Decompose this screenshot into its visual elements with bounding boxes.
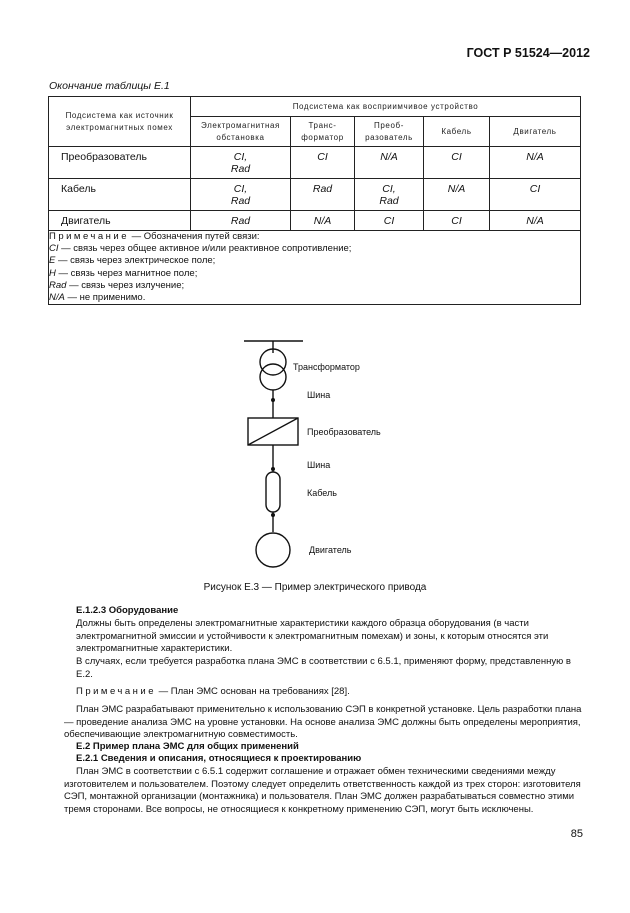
table-cell: CI — [490, 179, 581, 211]
col-header-motor: Двигатель — [490, 117, 581, 147]
code-e: E — [49, 255, 56, 267]
converter-diagonal — [248, 418, 298, 445]
note-plan — [76, 686, 582, 699]
figure-caption: Рисунок Е.3 — Пример электрического привода — [203, 582, 427, 593]
paragraph-equipment: Должны быть определены электромагнитные характеристики каждого образца оборудования (в части электромагнитной эмиссии и устойчивости к электромагнитным помехам) и зоны, к которым относятся эти электромагнитные характеристики. — [76, 618, 549, 654]
table-cell: CI — [424, 147, 490, 179]
note-text: — План ЭМС основан на требованиях [28]. — [156, 686, 350, 697]
heading-equipment: Е.1.2.3 Оборудование — [76, 605, 179, 616]
row-header: Двигатель — [49, 211, 191, 231]
table-cell: CI — [291, 147, 355, 179]
label-motor: Двигатель — [309, 545, 352, 555]
table-cell: Rad — [191, 211, 291, 231]
table-cell: CI, Rad — [191, 179, 291, 211]
label-bus-1: Шина — [307, 390, 331, 400]
bus-dot — [271, 513, 275, 517]
paragraph-design: План ЭМС в соответствии с 6.5.1 содержит соглашение и отражает обмен техническими сведениями между изготовителем и пользователем. Поэтому следует определить ответственность каждой из трех сторон: изготовителя СЭП, монтажной организации (монтажника) и пользователя. План ЭМС должен разрабатываться совместно этими тремя сторонами. Все вопросы, не относящиеся к конкретному применению СЭП, могут быть исключены. — [64, 766, 581, 815]
table-cell: N/A — [424, 179, 490, 211]
paragraph-plan: План ЭМС разрабатывают применительно к использованию СЭП в конкретной установке. Цель разработки плана — проведение анализа ЭМС на уровне установки. На основе анализа ЭМС должны быть определены мероприятия, обеспечивающие электромагнитную совместимость. — [64, 704, 582, 740]
table-cell: CI, Rad — [355, 179, 424, 211]
code-na: N/A — [49, 292, 65, 304]
col-header-transformer: Транс-форматор — [291, 117, 355, 147]
note-line: — не применимо. — [64, 292, 146, 304]
page-number: 85 — [570, 828, 583, 840]
row-header: Кабель — [49, 179, 191, 211]
table-caption: Окончание таблицы Е.1 — [49, 80, 170, 92]
code-rad: Rad — [49, 279, 67, 291]
table-cell: CI — [424, 211, 490, 231]
col-header-converter: Преоб-разователь — [355, 117, 424, 147]
label-transformer: Трансформатор — [293, 362, 360, 372]
label-converter: Преобразователь — [307, 427, 381, 437]
code-ci: CI — [49, 243, 59, 255]
cable-symbol — [266, 472, 280, 512]
corner-header: Подсистема как источник электромагнитных помех — [49, 97, 191, 147]
note-line: — связь через излучение; — [66, 279, 185, 291]
note-label: Примечание — [49, 231, 129, 242]
table-cell: N/A — [490, 147, 581, 179]
table-cell: CI — [355, 211, 424, 231]
bus-dot — [271, 398, 275, 402]
table-cell: Rad — [291, 179, 355, 211]
col-header-environment: Электромагнитная обстановка — [191, 117, 291, 147]
note-label: Примечание — [76, 686, 156, 697]
code-h: H — [49, 267, 56, 279]
col-header-cable: Кабель — [424, 117, 490, 147]
note-intro: — Обозначения путей связи: — [129, 231, 260, 242]
label-cable: Кабель — [307, 488, 337, 498]
row-header: Преобразователь — [49, 147, 191, 179]
label-bus-2: Шина — [307, 460, 331, 470]
transformer-winding-bottom — [260, 364, 286, 390]
heading-e21: Е.2.1 Сведения и описания, относящиеся к проектированию — [76, 753, 362, 764]
table-cell: CI, Rad — [191, 147, 291, 179]
note-line: — связь через общее активное и/или реактивное сопротивление; — [58, 243, 352, 255]
table-cell: N/A — [490, 211, 581, 231]
table-cell: N/A — [355, 147, 424, 179]
heading-e2: Е.2 Пример плана ЭМС для общих применений — [76, 741, 299, 752]
note-line: — связь через электрическое поле; — [55, 255, 216, 267]
paragraph-form: В случаях, если требуется разработка плана ЭМС в соответствии с 6.5.1, применяют форму, представленную в Е.2. — [76, 656, 571, 680]
receiver-header: Подсистема как восприимчивое устройство — [191, 97, 581, 117]
bus-dot — [271, 467, 275, 471]
table-cell: N/A — [291, 211, 355, 231]
motor-circle — [256, 533, 290, 567]
standard-code: ГОСТ Р 51524—2012 — [466, 46, 590, 60]
note-line: — связь через магнитное поле; — [55, 267, 198, 279]
